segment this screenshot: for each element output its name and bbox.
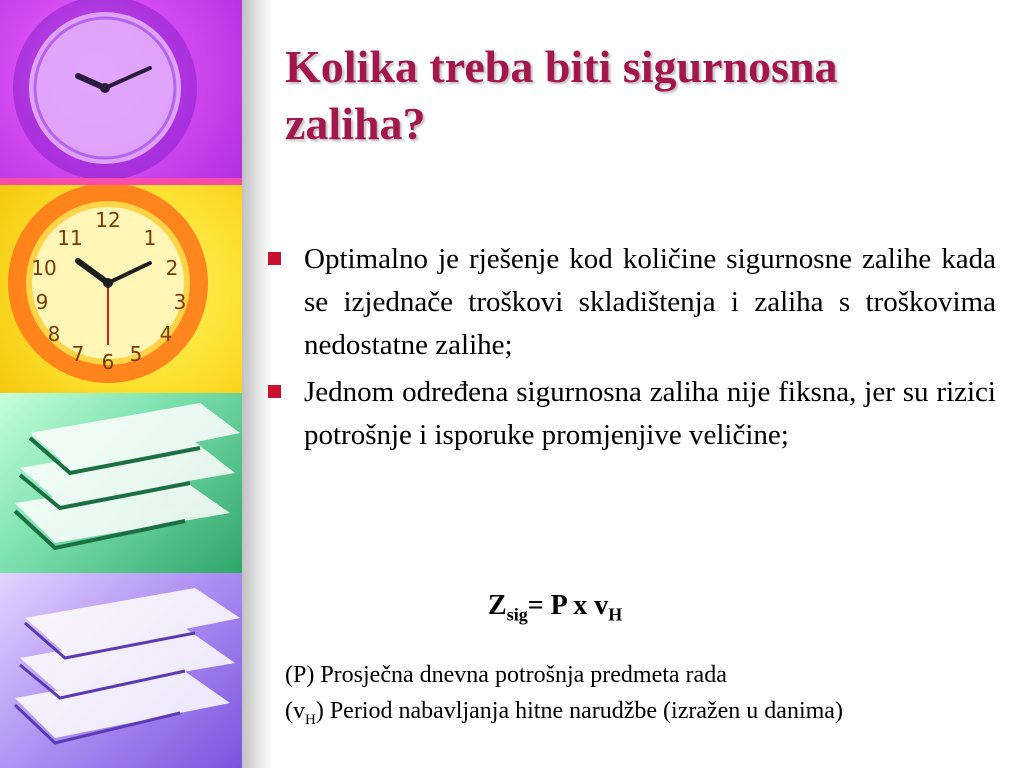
books-icon: [0, 393, 242, 573]
legend-v-open: (v: [285, 698, 305, 724]
formula-z-subscript: sig: [506, 604, 528, 625]
svg-text:11: 11: [57, 226, 83, 250]
legend-line-p: (P) Prosječna dnevna potrošnja predmeta rada: [285, 662, 727, 688]
legend-line-v: [285, 693, 843, 738]
svg-text:5: 5: [129, 342, 143, 366]
svg-text:9: 9: [35, 290, 49, 314]
svg-text:10: 10: [31, 256, 57, 280]
green-books-image: [0, 393, 242, 573]
clock-icon: [0, 0, 242, 185]
bullet-item: [268, 238, 996, 367]
svg-text:2: 2: [165, 256, 179, 280]
formula-z: Z: [488, 590, 507, 621]
bullet-marker: [268, 385, 281, 398]
violet-books-image: [0, 573, 242, 768]
bullet-item: [268, 371, 996, 457]
svg-text:3: 3: [173, 290, 187, 314]
formula-legend: [285, 657, 843, 738]
svg-text:6: 6: [101, 350, 115, 374]
bullet-text: Optimalno je rješenje kod količine sigurnosne zalihe kada se izjednače troškovi skladištenja i zaliha s troškovima nedostatne zalihe;: [304, 243, 996, 361]
legend-v-subscript: H: [305, 711, 316, 728]
svg-text:7: 7: [71, 342, 85, 366]
bullet-text: Jednom određena sigurnosna zaliha nije fiksna, jer su rizici potrošnje i isporuke promjenjive veličine;: [304, 376, 996, 451]
slide-title: Kolika treba biti sigurnosna zaliha?: [285, 41, 838, 149]
bullet-marker: [268, 252, 281, 265]
svg-text:1: 1: [143, 226, 157, 250]
clock-icon: [0, 185, 242, 393]
image-column: [0, 0, 242, 768]
svg-text:12: 12: [95, 208, 121, 232]
purple-clock-image: [0, 0, 242, 185]
books-icon: [0, 573, 242, 768]
svg-text:4: 4: [159, 322, 173, 346]
formula-expression: = P x v: [527, 590, 609, 621]
orange-clock-image: [0, 185, 242, 393]
formula-v-subscript: H: [608, 604, 623, 625]
safety-stock-formula: [488, 590, 622, 626]
bullet-list: [268, 238, 996, 461]
legend-v-text: ) Period nabavljanja hitne narudžbe (izražen u danima): [315, 698, 843, 724]
svg-text:8: 8: [47, 322, 61, 346]
